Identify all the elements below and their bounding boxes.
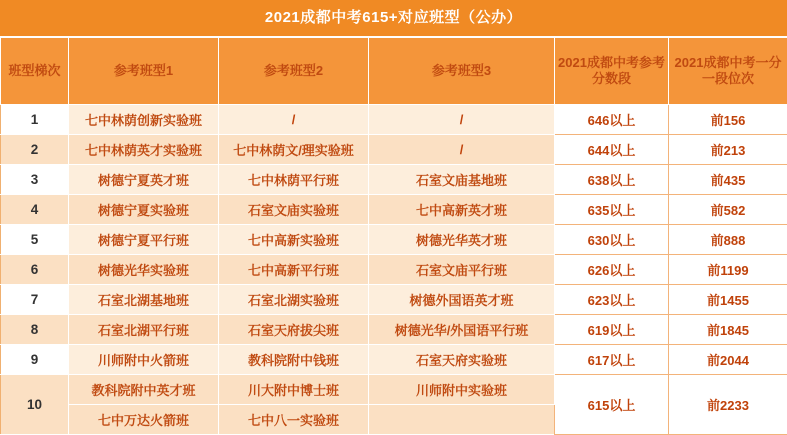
cell-class-3: 树德光华/外国语平行班 (369, 315, 555, 345)
cell-rank: 前1455 (669, 285, 787, 315)
column-header-class-1: 参考班型1 (69, 38, 219, 105)
table-row (1, 255, 787, 285)
table-body (1, 105, 787, 435)
header-row (1, 38, 787, 105)
cell-class-1: 石室北湖基地班 (69, 285, 219, 315)
cell-class-3: 石室文庙平行班 (369, 255, 555, 285)
table-row (1, 105, 787, 135)
cell-rank: 前582 (669, 195, 787, 225)
cell-score: 615以上 (555, 375, 669, 435)
cell-class-3-secondary (369, 405, 555, 435)
column-header-class-3: 参考班型3 (369, 38, 555, 105)
cell-class-1: 树德宁夏平行班 (69, 225, 219, 255)
table-header (1, 38, 787, 105)
cell-class-1-secondary: 七中万达火箭班 (69, 405, 219, 435)
cell-class-1: 树德光华实验班 (69, 255, 219, 285)
cell-class-2: 石室天府拔尖班 (219, 315, 369, 345)
row-index: 7 (1, 285, 69, 315)
cell-rank: 前888 (669, 225, 787, 255)
row-index: 10 (1, 375, 69, 435)
cell-class-3: 石室文庙基地班 (369, 165, 555, 195)
column-header-tier: 班型梯次 (1, 38, 69, 105)
cell-class-3: / (369, 135, 555, 165)
row-index: 1 (1, 105, 69, 135)
table-row (1, 375, 787, 405)
cell-class-2: / (219, 105, 369, 135)
column-header-rank: 2021成都中考一分一段位次 (669, 38, 787, 105)
cell-class-2: 七中林荫平行班 (219, 165, 369, 195)
cell-class-3: 七中高新英才班 (369, 195, 555, 225)
cell-class-2: 教科院附中钱班 (219, 345, 369, 375)
table-row (1, 225, 787, 255)
cell-class-2: 川大附中博士班 (219, 375, 369, 405)
cell-score: 626以上 (555, 255, 669, 285)
cell-score: 619以上 (555, 315, 669, 345)
cell-score: 646以上 (555, 105, 669, 135)
table-row (1, 195, 787, 225)
cell-class-3: 树德光华英才班 (369, 225, 555, 255)
column-header-score: 2021成都中考参考分数段 (555, 38, 669, 105)
cell-class-3: 石室天府实验班 (369, 345, 555, 375)
cell-score: 644以上 (555, 135, 669, 165)
cell-class-1: 七中林荫创新实验班 (69, 105, 219, 135)
cell-class-1: 石室北湖平行班 (69, 315, 219, 345)
table-row (1, 345, 787, 375)
cell-class-1: 树德宁夏实验班 (69, 195, 219, 225)
table-row (1, 315, 787, 345)
cell-class-3: 树德外国语英才班 (369, 285, 555, 315)
cell-score: 623以上 (555, 285, 669, 315)
table-row (1, 285, 787, 315)
row-index: 2 (1, 135, 69, 165)
row-index: 4 (1, 195, 69, 225)
cell-class-1: 树德宁夏英才班 (69, 165, 219, 195)
row-index: 3 (1, 165, 69, 195)
table-row (1, 135, 787, 165)
cell-class-1: 川师附中火箭班 (69, 345, 219, 375)
cell-rank: 前213 (669, 135, 787, 165)
page-title: 2021成都中考615+对应班型（公办） (0, 0, 787, 37)
cell-rank: 前2233 (669, 375, 787, 435)
cell-class-3: 川师附中实验班 (369, 375, 555, 405)
cell-rank: 前156 (669, 105, 787, 135)
cell-class-2: 七中高新平行班 (219, 255, 369, 285)
cell-rank: 前1845 (669, 315, 787, 345)
cell-rank: 前2044 (669, 345, 787, 375)
cell-score: 635以上 (555, 195, 669, 225)
cell-class-1: 七中林荫英才实验班 (69, 135, 219, 165)
cell-rank: 前435 (669, 165, 787, 195)
row-index: 5 (1, 225, 69, 255)
cell-class-2: 石室文庙实验班 (219, 195, 369, 225)
column-header-class-2: 参考班型2 (219, 38, 369, 105)
row-index: 9 (1, 345, 69, 375)
class-tier-table (0, 37, 787, 435)
cell-class-1: 教科院附中英才班 (69, 375, 219, 405)
cell-class-3: / (369, 105, 555, 135)
row-index: 8 (1, 315, 69, 345)
cell-class-2: 七中高新实验班 (219, 225, 369, 255)
cell-class-2-secondary: 七中八一实验班 (219, 405, 369, 435)
cell-rank: 前1199 (669, 255, 787, 285)
row-index: 6 (1, 255, 69, 285)
cell-score: 630以上 (555, 225, 669, 255)
cell-score: 617以上 (555, 345, 669, 375)
cell-class-2: 石室北湖实验班 (219, 285, 369, 315)
cell-class-2: 七中林荫文/理实验班 (219, 135, 369, 165)
cell-score: 638以上 (555, 165, 669, 195)
table-row (1, 165, 787, 195)
